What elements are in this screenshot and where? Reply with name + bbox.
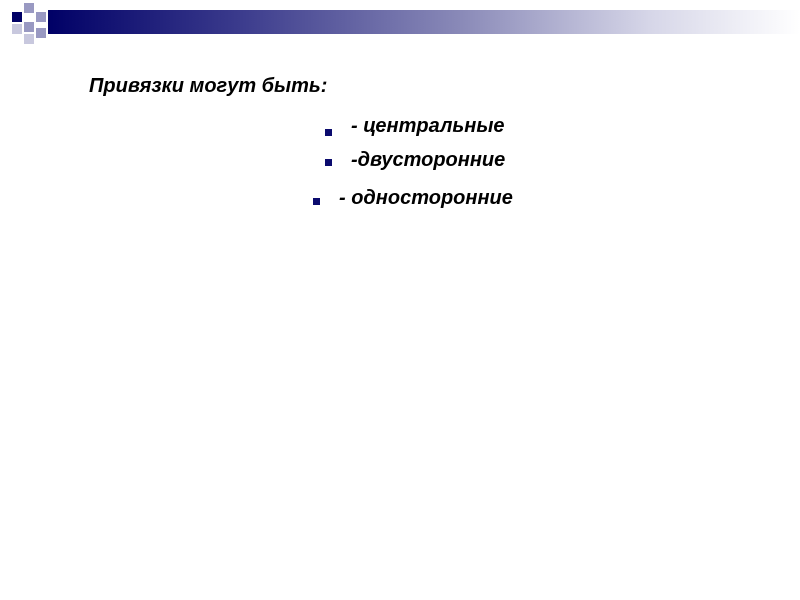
- slide-heading: Привязки могут быть:: [89, 75, 328, 97]
- list-item: -двусторонние: [351, 149, 506, 171]
- bullet-icon: [325, 129, 332, 136]
- bullet-icon: [313, 198, 320, 205]
- bullet-icon: [325, 159, 332, 166]
- list-item: - центральные: [351, 115, 505, 137]
- list-item: - односторонние: [339, 187, 513, 209]
